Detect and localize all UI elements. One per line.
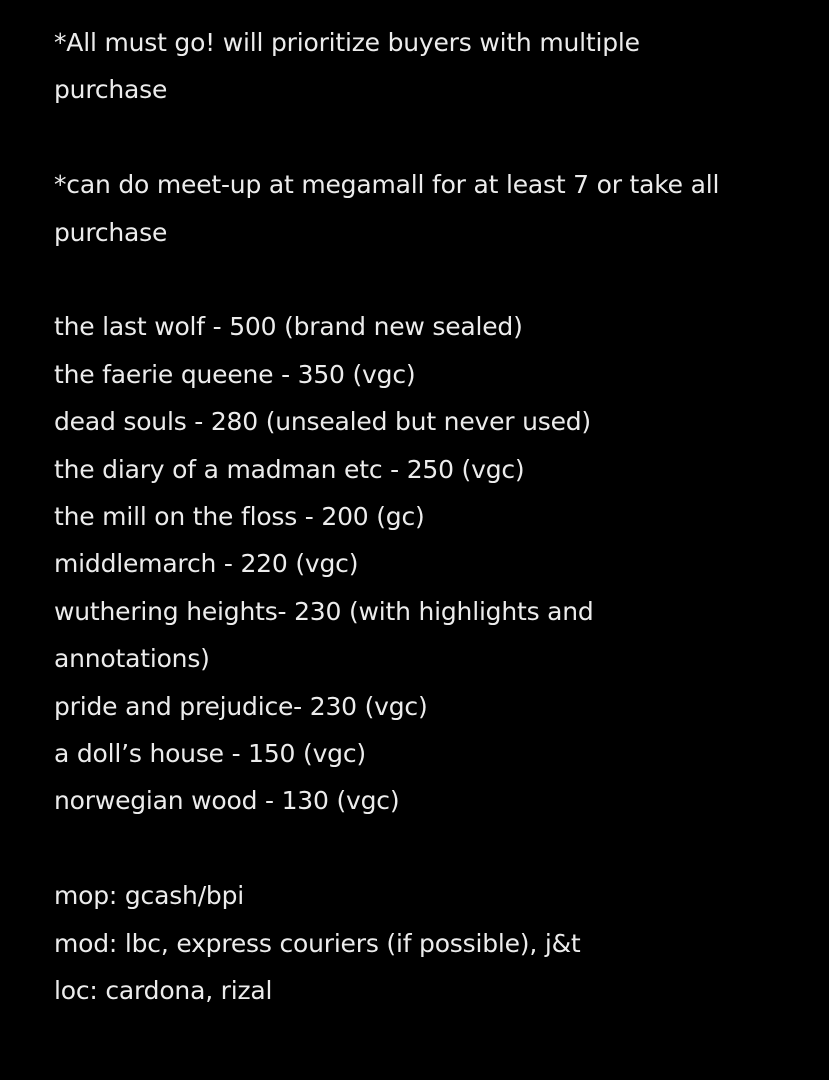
blank-line [54,825,794,872]
book-item: a doll’s house - 150 (vgc) [54,739,366,769]
note-line-intro-1: *All must go! will prioritize buyers with multiple [54,28,640,57]
note-line-intro-2: purchase [54,75,168,105]
delivery-method: mod: lbc, express couriers (if possible), j&t [54,928,581,958]
book-item: the diary of a madman etc - 250 (vgc) [54,454,525,484]
book-item: the faerie queene - 350 (vgc) [54,359,416,389]
payment-method: mop: gcash/bpi [54,881,244,911]
book-item: dead souls - 280 (unsealed but never used) [54,407,591,437]
book-item: middlemarch - 220 (vgc) [54,549,359,579]
book-item: wuthering heights- 230 (with highlights and [54,596,594,626]
note-body [54,19,794,1014]
book-item: pride and prejudice- 230 (vgc) [54,691,428,721]
book-item: the mill on the floss - 200 (gc) [54,502,425,532]
note-line-meetup-2: purchase [54,217,168,247]
location: loc: cardona, rizal [54,976,273,1006]
book-item: the last wolf - 500 (brand new sealed) [54,312,523,342]
book-item: norwegian wood - 130 (vgc) [54,786,400,816]
book-item-continued: annotations) [54,644,210,674]
blank-line [54,114,794,161]
blank-line [54,256,794,303]
note-line-meetup-1: *can do meet-up at megamall for at least 7 or take all [54,170,720,200]
